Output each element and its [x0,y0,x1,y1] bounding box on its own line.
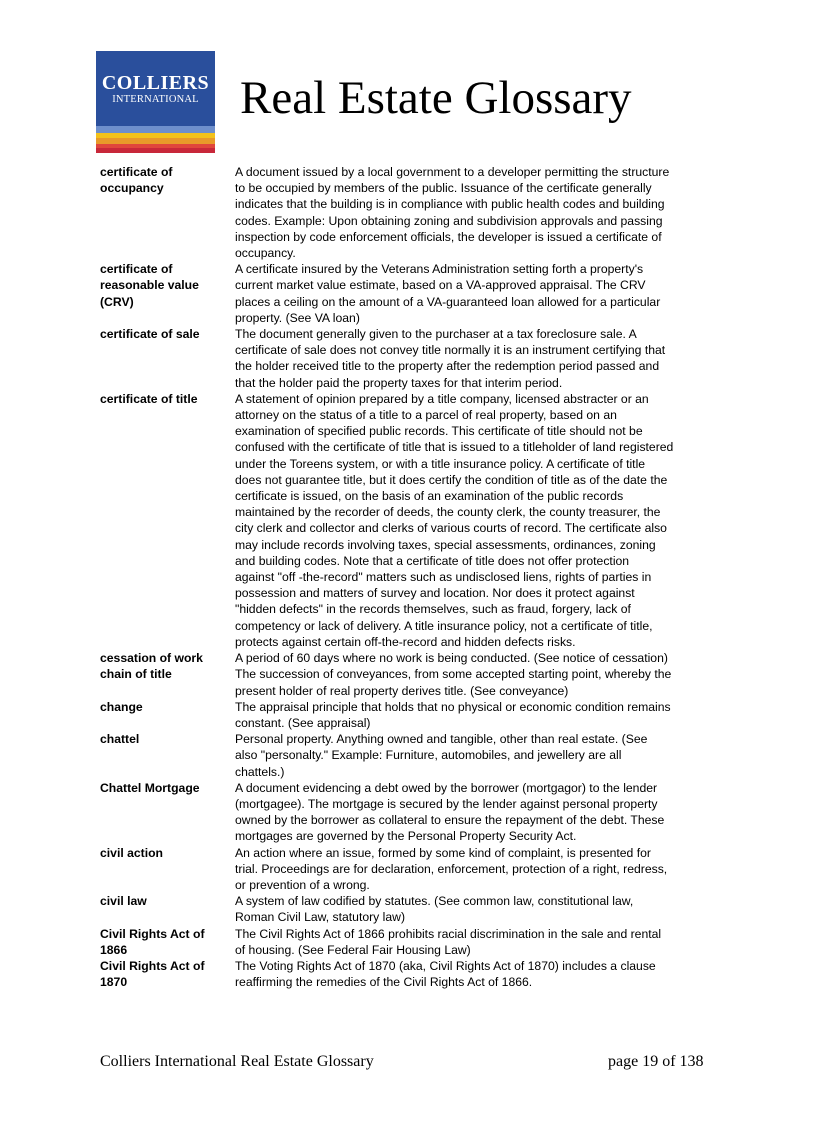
entry-definition: An action where an issue, formed by some kind of complaint, is presented for trial. Proceedings are for declaration, enforcement, protection of a right, redress, or prevention of a wrong. [235,845,668,892]
entry-definition: The succession of conveyances, from some accepted starting point, whereby the present holder of real property derives title. (See conveyance) [235,667,672,698]
glossary-entry [100,666,720,698]
logo-stripe [96,126,215,133]
entry-term: Civil Rights Act of 1870 [100,958,205,990]
glossary-entry [100,164,720,261]
glossary-entry [100,731,720,780]
entry-term: chattel [100,732,140,747]
glossary-entry [100,845,720,894]
entry-definition: A document issued by a local government to a developer permitting the structure to be occupied by members of the public. Issuance of the certificate generally indicates that the building is in compliance with public health codes and building codes. Example: Upon obtaining zoning and subdivision approvals and passing inspection by code enforcement officials, the developer is issued a certificate of occupancy. [235,165,670,261]
glossary-entry [100,958,720,990]
entry-definition: The appraisal principle that holds that no physical or economic condition remains constant. (See appraisal) [235,699,671,730]
footer-document-title: Colliers International Real Estate Glossary [100,1053,374,1070]
page-title: Real Estate Glossary [240,72,632,124]
colliers-logo [96,51,215,153]
glossary-entry [100,893,720,925]
entry-term: chain of title [100,667,172,682]
glossary-entries [100,164,720,990]
entry-definition: The document generally given to the purchaser at a tax foreclosure sale. A certificate of sale does not convey title normally it is an instrument certifying that the holder received title to the property after the redemption period passed and that the holder paid the property taxes for that interim period. [235,327,666,390]
entry-term: certificate of sale [100,327,200,342]
entry-definition: A system of law codified by statutes. (See common law, constitutional law, Roman Civil Law, statutory law) [235,894,634,925]
glossary-entry [100,326,720,391]
entry-definition: A document evidencing a debt owed by the borrower (mortgagor) to the lender (mortgagee). The mortgage is secured by the lender against personal property owned by the borrower as collateral to ensure the repayment of the debt. These mortgages are governed by the Personal Property Security Act. [235,780,665,844]
entry-definition: Personal property. Anything owned and tangible, other than real estate. (See also "personalty." Example: Furniture, automobiles, and jewellery are all chattels.) [235,732,648,779]
logo-brand-text: COLLIERS [101,72,210,94]
entry-definition: The Civil Rights Act of 1866 prohibits racial discrimination in the sale and rental of housing. (See Federal Fair Housing Law) [235,926,662,957]
logo-stripe [96,148,215,153]
glossary-entry [100,391,720,650]
glossary-entry [100,699,720,731]
entry-term: certificate of occupancy [100,165,173,196]
entry-term: civil action [100,845,163,860]
entry-term: Civil Rights Act of 1866 [100,926,205,957]
footer-page-number: page 19 of 138 [608,1053,704,1070]
glossary-entry [100,261,720,326]
entry-definition: The Voting Rights Act of 1870 (aka, Civil Rights Act of 1870) includes a clause reaffirming the remedies of the Civil Rights Act of 1866. [235,958,656,990]
glossary-entry [100,650,720,666]
entry-term: change [100,699,143,714]
entry-definition: A period of 60 days where no work is being conducted. (See notice of cessation) [235,651,668,666]
entry-term: cessation of work [100,651,203,666]
entry-definition: A statement of opinion prepared by a title company, licensed abstracter or an attorney on the status of a title to a parcel of real property, based on an examination of specified public records. This certificate of title should not be confused with the certificate of title that is issued to a titleholder of land registered under the Toreens system, or with a title insurance policy. A certificate of title does not guarantee title, but it does certify the condition of title as of the date the certificate is issued, on the basis of an examination of the public records maintained by the recorder of deeds, the county clerk, the county treasurer, the city clerk and collector and clerks of various courts of record. The certificate also may include records involving taxes, special assessments, ordinances, zoning and building codes. Note that a certificate of title does not offer protection against "off -the-record" matters such as undisclosed liens, rights of parties in possession and matters of survey and location. Nor does it protect against "hidden defects" in the records themselves, such as fraud, forgery, lack of competency or lack of delivery. A title insurance policy, not a certificate of title, protects against certain off-the-record and hidden defects risks. [235,391,674,649]
entry-term: Chattel Mortgage [100,780,200,795]
entry-term: civil law [100,894,147,909]
glossary-entry [100,926,720,958]
logo-subtitle-text: INTERNATIONAL [112,94,199,105]
entry-term: certificate of title [100,391,198,406]
entry-term: certificate of reasonable value (CRV) [100,262,199,309]
glossary-entry [100,780,720,845]
entry-definition: A certificate insured by the Veterans Administration setting forth a property's current market value estimate, based on a VA-approved appraisal. The CRV places a ceiling on the amount of a VA-guaranteed loan allowed for a particular property. (See VA loan) [235,262,661,325]
